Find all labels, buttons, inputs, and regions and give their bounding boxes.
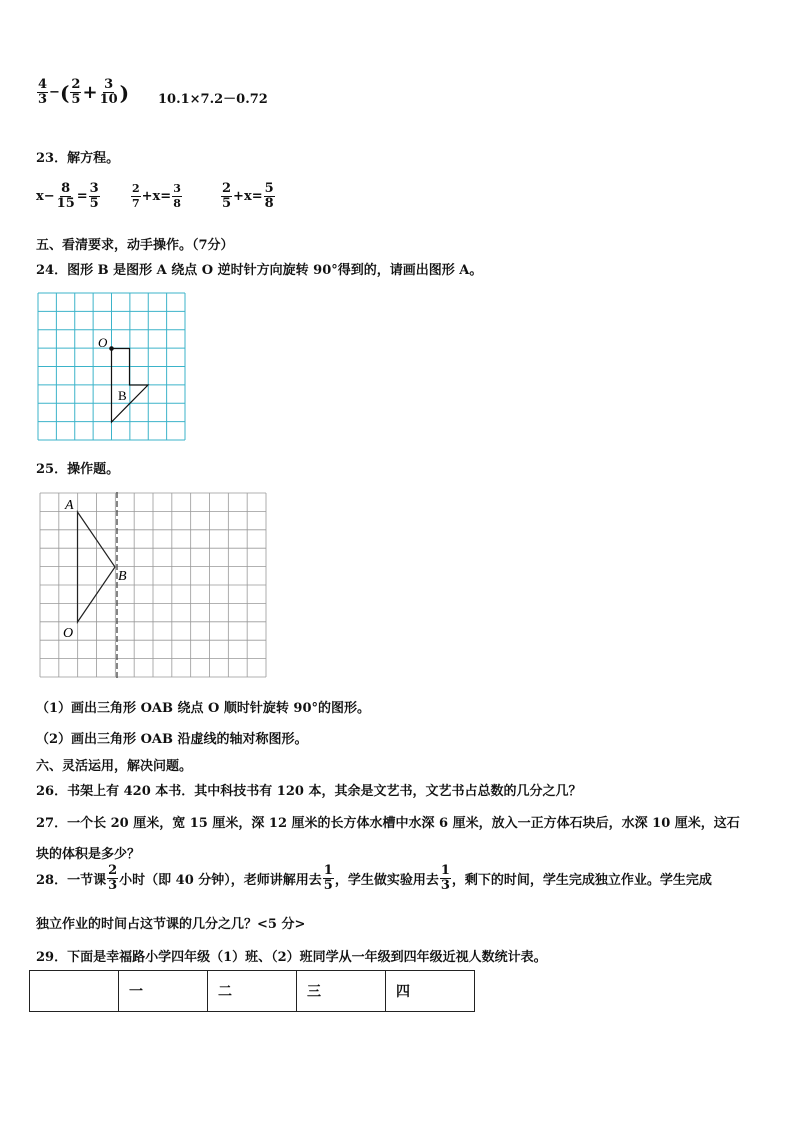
fraction: $\frac{4}{3}$ xyxy=(38,77,48,107)
label-o: O xyxy=(98,335,108,350)
section-6-heading: 六、灵活运用，解决问题。 xyxy=(36,759,193,774)
myopia-stats-table xyxy=(29,970,475,1012)
label-o: O xyxy=(63,626,74,641)
table-header-row xyxy=(30,971,475,1012)
expression-decimal: 10.1×7.2－0.72 xyxy=(158,92,268,107)
q23-title: 23．解方程。 xyxy=(36,151,120,166)
table-cell xyxy=(30,971,119,1012)
q29-title: 29．下面是幸福路小学四年级（1）班、（2）班同学从一年级到四年级近视人数统计表。 xyxy=(36,950,547,965)
table-cell: 四 xyxy=(386,971,475,1012)
rotation-grid xyxy=(37,292,187,442)
q25-sub2: （2）画出三角形 OAB 沿虚线的轴对称图形。 xyxy=(36,732,308,747)
equation-3: $\frac{2}{5}$ +x= $\frac{5}{8}$ xyxy=(222,181,274,211)
operation-grid xyxy=(39,492,267,678)
point-o xyxy=(109,346,114,351)
q28-line2: 独立作业的时间占这节课的几分之几？<5 分> xyxy=(36,917,306,932)
table-cell: 二 xyxy=(208,971,297,1012)
q25-title: 25．操作题。 xyxy=(36,462,120,477)
equation-1: x− $\frac{8}{15}$ = $\frac{3}{5}$ xyxy=(36,181,99,211)
q24-title: 24．图形 B 是图形 A 绕点 O 逆时针方向旋转 90°得到的，请画出图形 A。 xyxy=(36,263,483,278)
table-cell: 三 xyxy=(297,971,386,1012)
section-5-heading: 五、看清要求，动手操作。（7分） xyxy=(36,238,234,253)
label-b: B xyxy=(118,569,127,584)
equation-2: $\frac{2}{7}$ +x= $\frac{3}{8}$ xyxy=(132,182,181,210)
label-b: B xyxy=(118,388,127,403)
expression-fraction: $\frac{4}{3}$ − ( $\frac{2}{5}$ + $\frac{3}{10}$ ) xyxy=(38,77,130,107)
q28-line1: 28．一节课 $\frac{2}{3}$ 小时（即 40 分钟），老师讲解用去 $\frac{1}{5}$ ，学生做实验用去 $\frac{1}{3}$ ，剩下的时间，学生完成独立作业。学生完成 xyxy=(36,863,712,893)
q26: 26．书架上有 420 本书．其中科技书有 120 本，其余是文艺书，文艺书占总数的几分之几？ xyxy=(36,784,582,799)
label-a: A xyxy=(65,498,74,513)
fraction: $\frac{2}{5}$ xyxy=(71,77,81,107)
table-cell: 一 xyxy=(119,971,208,1012)
q27-line1: 27．一个长 20 厘米，宽 15 厘米，深 12 厘米的长方体水槽中水深 6 厘米，放入一正方体石块后，水深 10 厘米，这石 xyxy=(36,816,740,831)
q25-sub1: （1）画出三角形 OAB 绕点 O 顺时针旋转 90°的图形。 xyxy=(36,701,370,716)
q27-line2: 块的体积是多少？ xyxy=(36,847,141,862)
fraction: $\frac{3}{10}$ xyxy=(99,77,118,107)
